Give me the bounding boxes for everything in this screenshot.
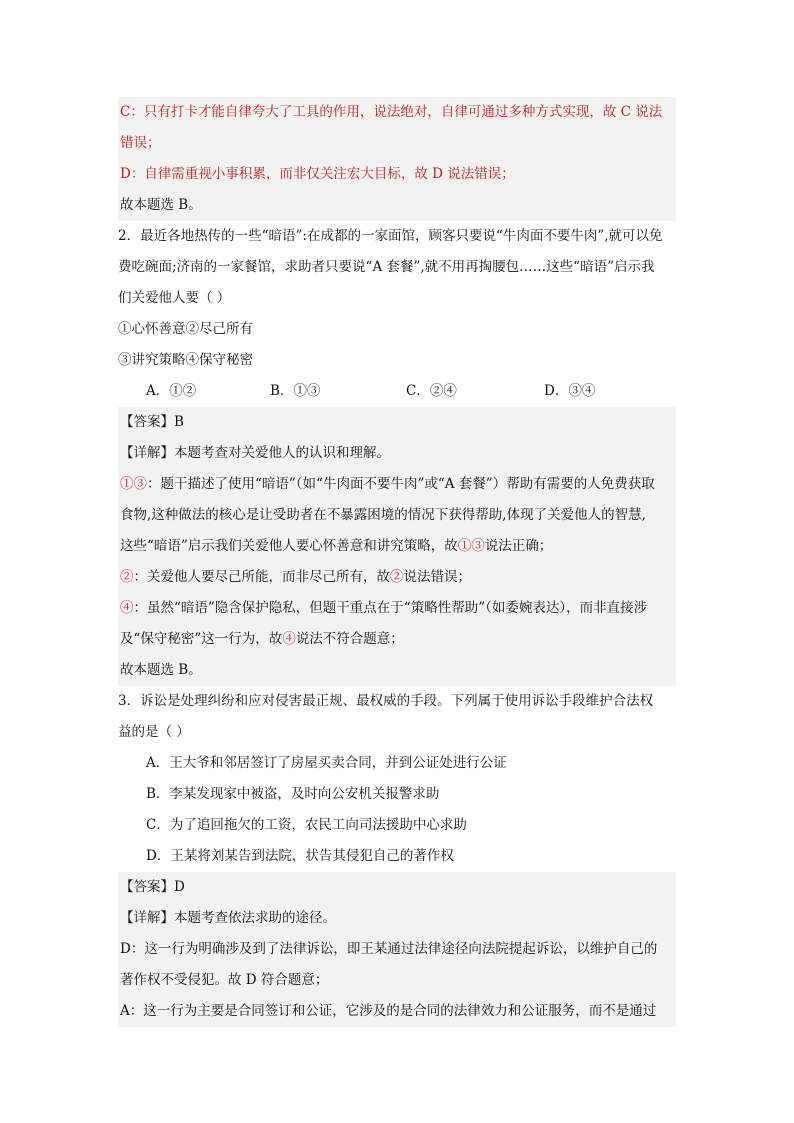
q2-stem-line-1: 2．最近各地热传的一些“暗语”:在成都的一家面馆，顾客只要说“牛肉面不要牛肉”,就可以免 (118, 228, 663, 244)
q1-option-d-explanation: D：自律需重视小事积累，而非仅关注宏大目标，故 D 说法错误； (118, 159, 676, 190)
q2-explanation-line-4: ②：关爱他人要尽己所能，而非尽己所有，故②说法错误； (118, 562, 676, 593)
q3-detail-heading: 【详解】本题考查依法求助的途径。 (118, 903, 676, 934)
q3-explanation-line-1: D：这一行为明确涉及到了法律诉讼，即王某通过法律途径向法院提起诉讼，以维护自己的 (118, 934, 676, 965)
q2-explanation-line-6: 及“保守秘密”这一行为，故④说法不符合题意； (118, 624, 676, 655)
q2-option-b: B．①③ (270, 383, 321, 399)
q2-conclusion: 故本题选 B。 (118, 655, 676, 686)
q2-item-line-1: ①心怀善意②尽己所有 (118, 321, 253, 337)
q2-item-line-2: ③讲究策略④保守秘密 (118, 352, 253, 368)
q3-option-b: B．李某发现家中被盗，及时向公安机关报警求助 (146, 786, 440, 802)
q2-answer: 【答案】B (118, 407, 676, 438)
q2-option-c: C．②④ (406, 383, 457, 399)
document-content (118, 97, 676, 1027)
q3-explanation-line-3: A：这一行为主要是合同签订和公证，它涉及的是合同的法律效力和公证服务，而不是通过 (118, 996, 676, 1027)
q2-stem-line-3: 们关爱他人要（ ） (118, 290, 231, 306)
q3-stem-line-2: 益的是（ ） (118, 724, 190, 740)
q1-option-c-explanation: C：只有打卡才能自律夸大了工具的作用，说法绝对，自律可通过多种方式实现，故 C 说法 (118, 97, 676, 128)
q2-stem-line-2: 费吃碗面;济南的一家餐馆，求助者只要说“A 套餐”,就不用再掏腰包……这些“暗语”启示我 (118, 259, 655, 275)
q3-option-d: D．王某将刘某告到法院，状告其侵犯自己的著作权 (146, 848, 454, 864)
q2-explanation-line-2: 食物,这种做法的核心是让受助者在不暴露困境的情况下获得帮助,体现了关爱他人的智慧, (118, 500, 676, 531)
q2-exp-1-text: ：题干描述了使用“暗语”（如“牛肉面不要牛肉”或“A 套餐”）帮助有需要的人免费获取 (147, 476, 655, 492)
q3-explanation-line-2: 著作权不受侵犯。故 D 符合题意； (118, 965, 676, 996)
q3-option-a: A．王大爷和邻居签订了房屋买卖合同，并到公证处进行公证 (146, 755, 507, 771)
q2-explanation-line-1: ①③：题干描述了使用“暗语”（如“牛肉面不要牛肉”或“A 套餐”）帮助有需要的人免费获取 (118, 469, 676, 500)
q1-option-c-explanation-cont: 错误； (118, 128, 676, 159)
q2-option-d: D．③④ (544, 383, 596, 399)
q3-stem-line-1: 3．诉讼是处理纠纷和应对侵害最正规、最权威的手段。下列属于使用诉讼手段维护合法权 (118, 693, 654, 709)
q3-answer: 【答案】D (118, 872, 676, 903)
q2-detail-heading: 【详解】本题考查对关爱他人的认识和理解。 (118, 438, 676, 469)
q1-conclusion: 故本题选 B。 (118, 190, 676, 221)
q2-option-a: A．①② (146, 383, 197, 399)
q3-option-c: C．为了追回拖欠的工资，农民工向司法援助中心求助 (146, 817, 467, 833)
q2-explanation-line-3: 这些“暗语”启示我们关爱他人要心怀善意和讲究策略，故①③说法正确； (118, 531, 676, 562)
q2-options (118, 376, 676, 407)
q2-explanation-line-5: ④：虽然“暗语”隐含保护隐私，但题干重点在于“策略性帮助”（如委婉表达），而非直接涉 (118, 593, 676, 624)
